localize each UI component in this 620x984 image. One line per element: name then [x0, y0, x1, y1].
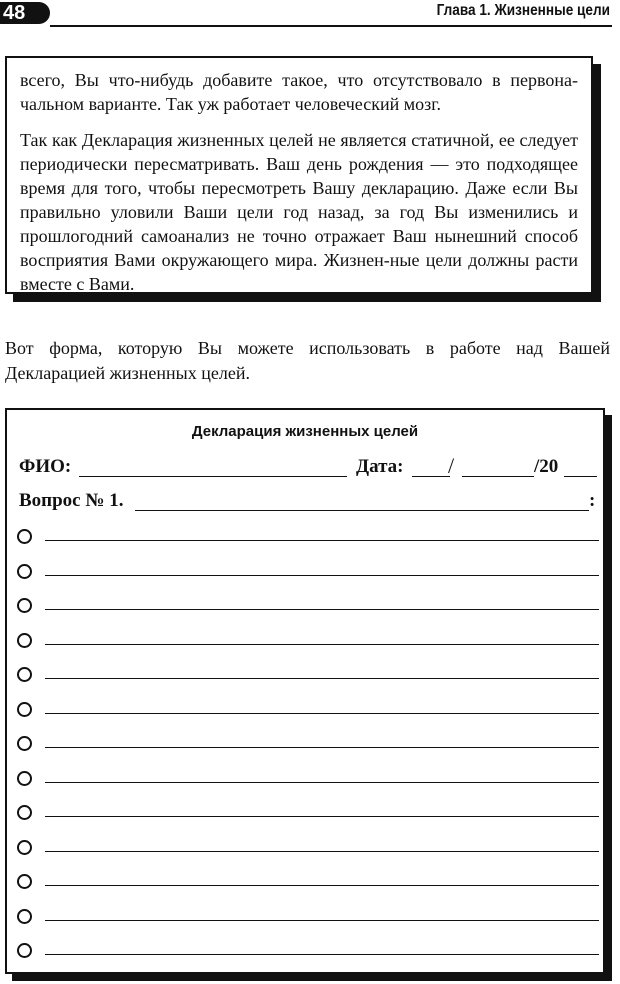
- answer-line[interactable]: [45, 885, 599, 886]
- date-year-prefix: /20: [534, 456, 559, 477]
- bullet-icon: [17, 529, 32, 544]
- date-month-field[interactable]: [462, 476, 534, 477]
- page-number: 48: [0, 2, 50, 24]
- bullet-icon: [17, 874, 32, 889]
- box-paragraph-2: Так как Декларация жизненных целей не является статичной, ее следует периодически пересматривать. Ваш день рождения — это подходящее время для того, чтобы пересмотреть Вашу декларацию. Даже если Вы правильно уловили Ваши цели год назад, за год Вы изменились и прошлогодний самоанализ не точно отражает Ваш нынешний способ восприятия Вами окружающего мира. Жизнен-ные цели должны расти вместе с Вами.: [20, 130, 578, 294]
- bullet-icon: [17, 702, 32, 717]
- page-header: [0, 0, 620, 30]
- declaration-form: [5, 408, 605, 974]
- answer-line[interactable]: [45, 713, 599, 714]
- answer-line[interactable]: [45, 575, 599, 576]
- name-field[interactable]: [79, 476, 347, 477]
- bullet-icon: [17, 736, 32, 751]
- bullet-icon: [17, 840, 32, 855]
- bullet-icon: [17, 598, 32, 613]
- answer-line[interactable]: [45, 747, 599, 748]
- bullet-icon: [17, 564, 32, 579]
- header-rule: [50, 25, 612, 27]
- bullet-icon: [17, 771, 32, 786]
- answer-line[interactable]: [45, 782, 599, 783]
- answer-line[interactable]: [45, 851, 599, 852]
- date-year-field[interactable]: [564, 476, 597, 477]
- bullet-icon: [17, 633, 32, 648]
- form-title: Декларация жизненных целей: [191, 423, 419, 440]
- name-label: ФИО:: [19, 456, 72, 477]
- bullet-icon: [17, 667, 32, 682]
- bullet-icon: [17, 909, 32, 924]
- question-colon: :: [589, 490, 596, 511]
- answer-line[interactable]: [45, 678, 599, 679]
- box-paragraph-1: всего, Вы что-нибудь добавите такое, что отсутствовало в первона-чальном варианте. Так уж работает человеческий мозг.: [20, 70, 578, 114]
- answer-line[interactable]: [45, 954, 599, 955]
- question-label: Вопрос № 1.: [19, 490, 124, 511]
- answer-line[interactable]: [45, 644, 599, 645]
- date-label: Дата:: [356, 456, 404, 477]
- answer-line[interactable]: [45, 540, 599, 541]
- question-field[interactable]: [135, 510, 589, 511]
- answer-line[interactable]: [45, 920, 599, 921]
- answer-line[interactable]: [45, 609, 599, 610]
- bullet-icon: [17, 943, 32, 958]
- chapter-title: Глава 1. Жизненные цели: [436, 2, 610, 19]
- text-box: [5, 56, 593, 294]
- date-day-field[interactable]: [412, 476, 450, 477]
- intro-paragraph: Вот форма, которую Вы можете использовать в работе над Вашей Декларацией жизненных целей.: [5, 338, 610, 383]
- date-separator: /: [448, 453, 455, 478]
- answer-line[interactable]: [45, 816, 599, 817]
- bullet-icon: [17, 805, 32, 820]
